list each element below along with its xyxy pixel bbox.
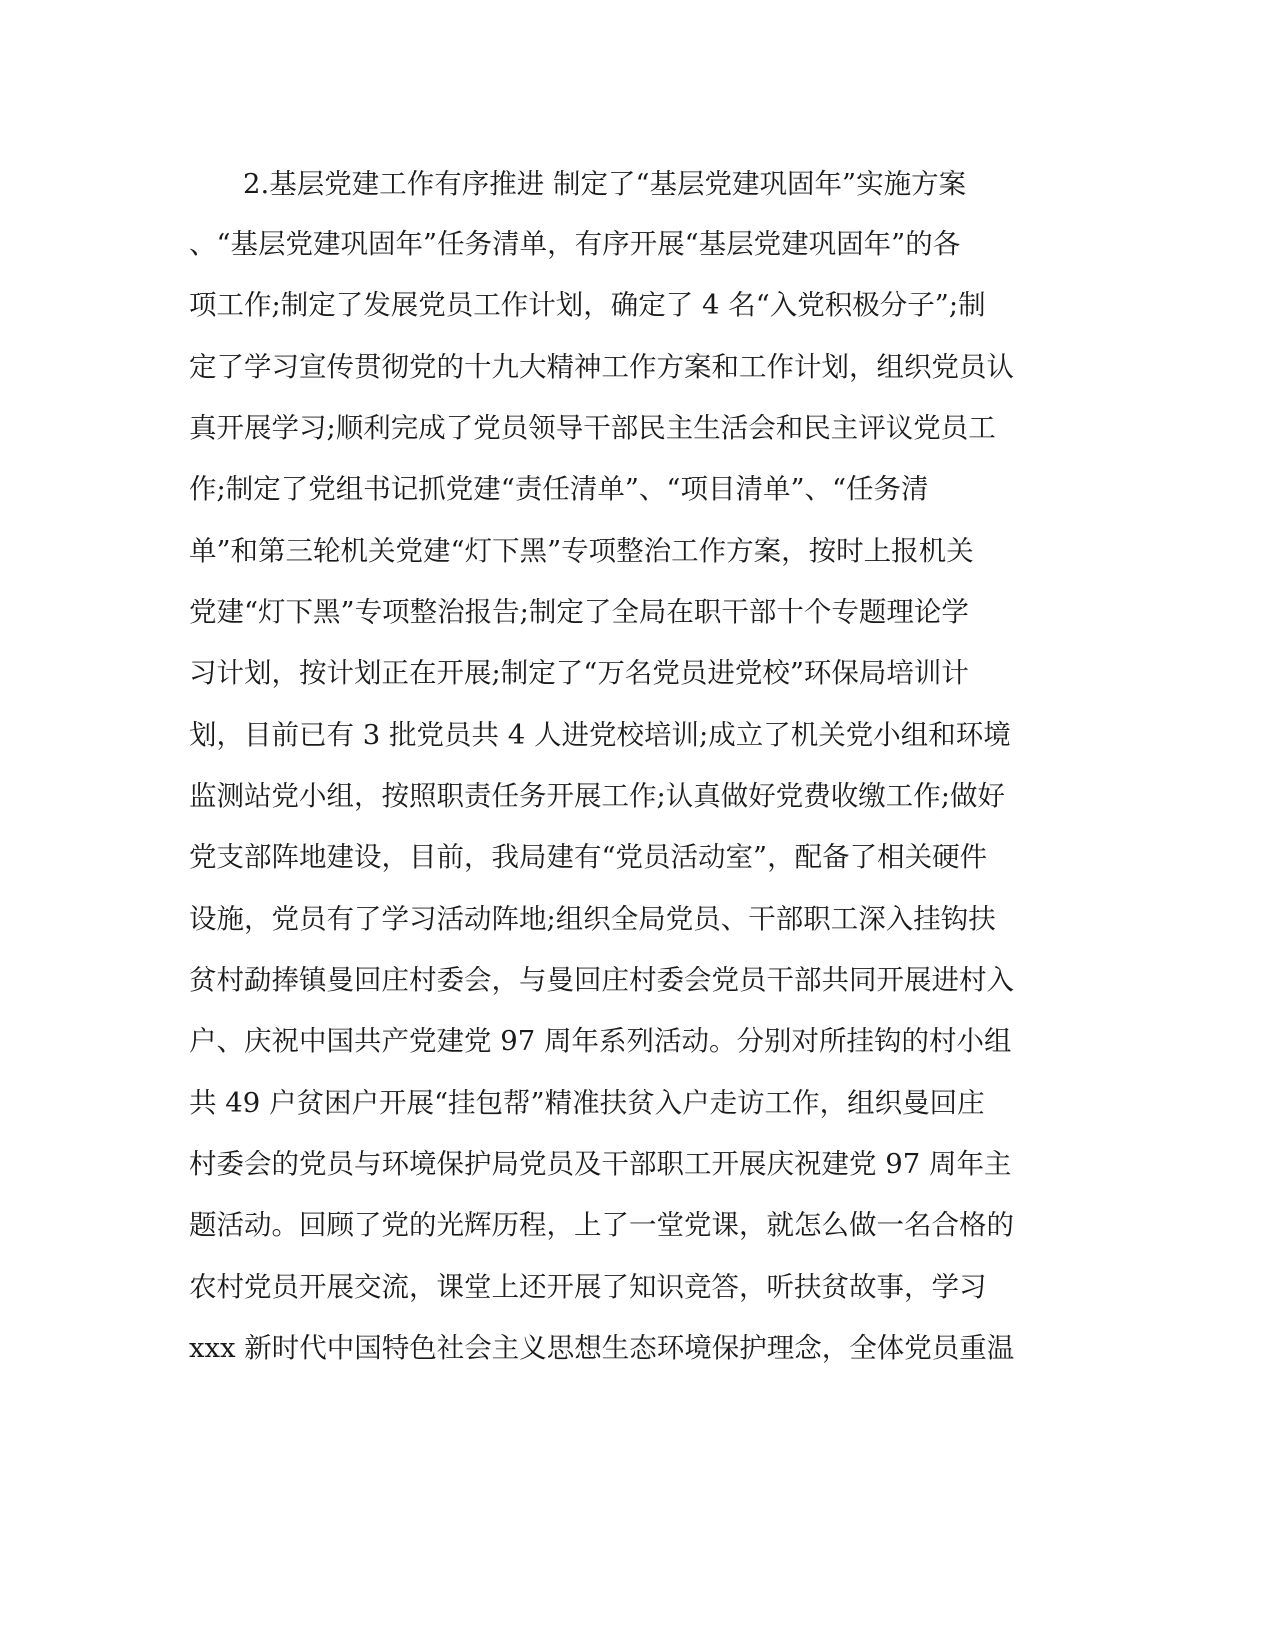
text-line-10: 划，目前已有 3 批党员共 4 人进党校培训;成立了机关党小组和环境 bbox=[189, 719, 1011, 751]
text-line-3: 项工作;制定了发展党员工作计划，确定了 4 名“入党积极分子”;制 bbox=[189, 289, 986, 321]
text-line-16: 共 49 户贫困户开展“挂包帮”精准扶贫入户走访工作，组织曼回庄 bbox=[189, 1087, 985, 1119]
text-line-19: 农村党员开展交流，课堂上还开展了知识竞答，听扶贫故事，学习 bbox=[189, 1271, 987, 1303]
text-line-11: 监测站党小组，按照职责任务开展工作;认真做好党费收缴工作;做好 bbox=[189, 780, 1006, 812]
text-line-8: 党建“灯下黑”专项整治报告;制定了全局在职干部十个专题理论学 bbox=[189, 596, 969, 628]
text-line-9: 习计划，按计划正在开展;制定了“万名党员进党校”环保局培训计 bbox=[189, 657, 969, 689]
text-line-14: 贫村勐捧镇曼回庄村委会，与曼回庄村委会党员干部共同开展进村入 bbox=[189, 964, 1014, 996]
text-line-12: 党支部阵地建设，目前，我局建有“党员活动室”，配备了相关硬件 bbox=[189, 841, 988, 873]
text-line-5: 真开展学习;顺利完成了党员领导干部民主生活会和民主评议党员工 bbox=[189, 412, 996, 444]
text-line-15: 户、庆祝中国共产党建党 97 周年系列活动。分别对所挂钩的村小组 bbox=[189, 1025, 1012, 1057]
text-line-17: 村委会的党员与环境保护局党员及干部职工开展庆祝建党 97 周年主 bbox=[189, 1148, 1012, 1180]
text-line-20: xxx 新时代中国特色社会主义思想生态环境保护理念，全体党员重温 bbox=[189, 1332, 1015, 1364]
text-line-2: 、“基层党建巩固年”任务清单，有序开展“基层党建巩固年”的各 bbox=[189, 228, 961, 260]
text-line-4: 定了学习宣传贯彻党的十九大精神工作方案和工作计划，组织党员认 bbox=[189, 351, 1014, 383]
text-line-1: 2.基层党建工作有序推进 制定了“基层党建巩固年”实施方案 bbox=[243, 168, 967, 200]
text-line-6: 作;制定了党组书记抓党建“责任清单”、“项目清单”、“任务清 bbox=[189, 473, 929, 505]
text-line-13: 设施，党员有了学习活动阵地;组织全局党员、干部职工深入挂钩扶 bbox=[189, 903, 996, 935]
text-line-18: 题活动。回顾了党的光辉历程，上了一堂党课，就怎么做一名合格的 bbox=[189, 1209, 1014, 1241]
text-line-7: 单”和第三轮机关党建“灯下黑”专项整治工作方案，按时上报机关 bbox=[189, 535, 974, 567]
